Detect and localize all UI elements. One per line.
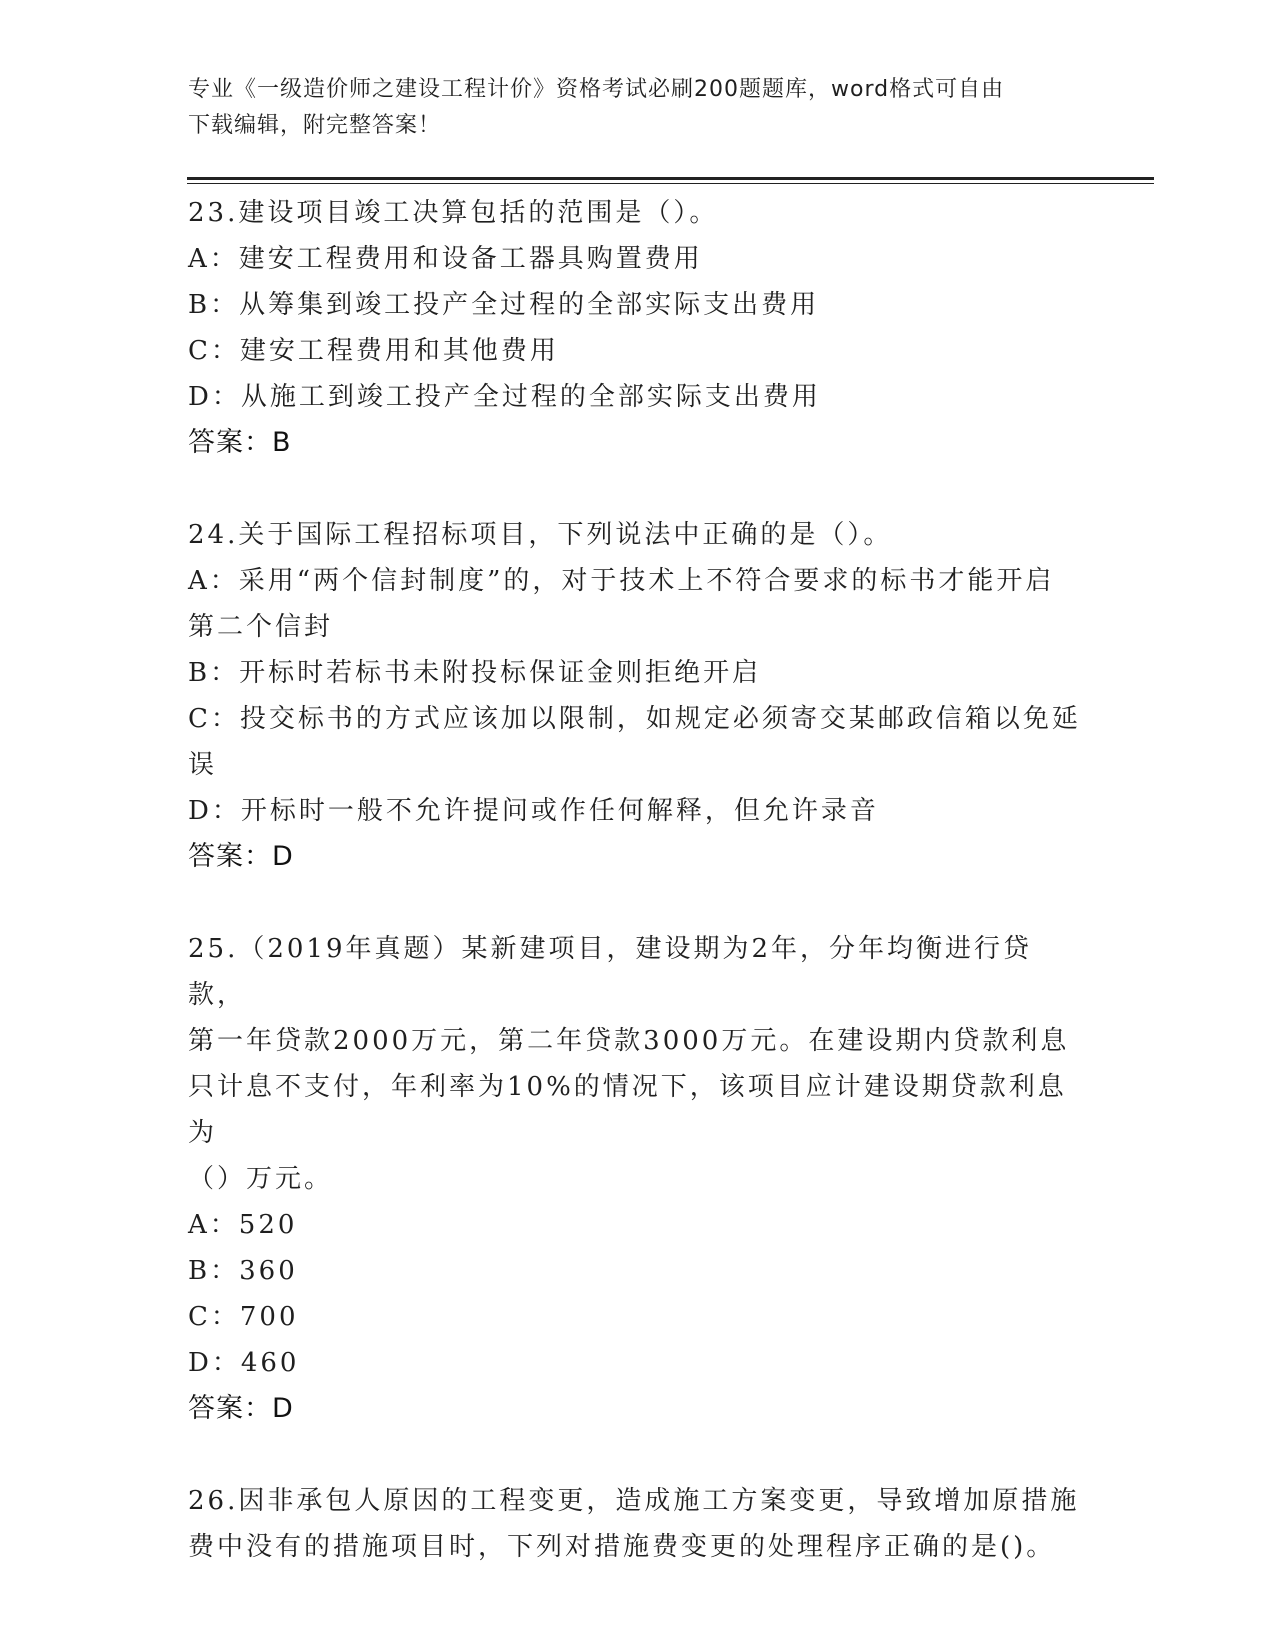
question-stem-line-2: 费中没有的措施项目时，下列对措施费变更的处理程序正确的是()。 [188,1532,1056,1562]
question-24 [188,512,1088,880]
option-c-continued: 误 [188,750,218,780]
answer: 答案：D [188,1393,294,1424]
header-divider-thick [187,177,1154,180]
header-divider-thin [187,183,1154,184]
option-a: A：建安工程费用和设备工器具购置费用 [188,244,703,274]
option-c: C：建安工程费用和其他费用 [188,336,559,366]
spacer [188,466,1088,512]
option-b: B：开标时若标书未附投标保证金则拒绝开启 [188,658,762,688]
spacer [188,880,1088,926]
question-26 [188,1478,1088,1570]
option-b: B：从筹集到竣工投产全过程的全部实际支出费用 [188,290,820,320]
question-23 [188,190,1088,466]
answer: 答案：D [188,841,294,872]
question-stem-line-4: （）万元。 [188,1164,334,1194]
option-d: D：从施工到竣工投产全过程的全部实际支出费用 [188,382,821,412]
option-c: C：700 [188,1302,299,1332]
question-stem: 25.（2019年真题）某新建项目，建设期为2年，分年均衡进行贷款， [188,934,1033,1010]
header-line-1: 专业《一级造价师之建设工程计价》资格考试必刷200题题库，word格式可自由 [188,77,1005,102]
option-d: D：开标时一般不允许提问或作任何解释，但允许录音 [188,796,879,826]
question-stem-line-2: 第一年贷款2000万元，第二年贷款3000万元。在建设期内贷款利息 [188,1026,1070,1056]
question-25 [188,926,1088,1432]
question-stem: 23.建设项目竣工决算包括的范围是（）。 [188,198,719,228]
question-stem: 24.关于国际工程招标项目，下列说法中正确的是（）。 [188,520,893,550]
question-stem: 26.因非承包人原因的工程变更，造成施工方案变更，导致增加原措施 [188,1486,1080,1516]
option-d: D：460 [188,1348,300,1378]
question-list [188,190,1088,1570]
option-a: A：采用“两个信封制度”的，对于技术上不符合要求的标书才能开启 [188,566,1055,596]
answer: 答案：B [188,427,292,458]
option-b: B：360 [188,1256,298,1286]
option-a-continued: 第二个信封 [188,612,334,642]
option-c: C：投交标书的方式应该加以限制，如规定必须寄交某邮政信箱以免延 [188,704,1081,734]
option-a: A：520 [188,1210,298,1240]
document-header [188,72,1088,144]
header-line-2: 下载编辑，附完整答案！ [188,113,442,138]
spacer [188,1432,1088,1478]
question-stem-line-3: 只计息不支付，年利率为10%的情况下，该项目应计建设期贷款利息为 [188,1072,1067,1148]
